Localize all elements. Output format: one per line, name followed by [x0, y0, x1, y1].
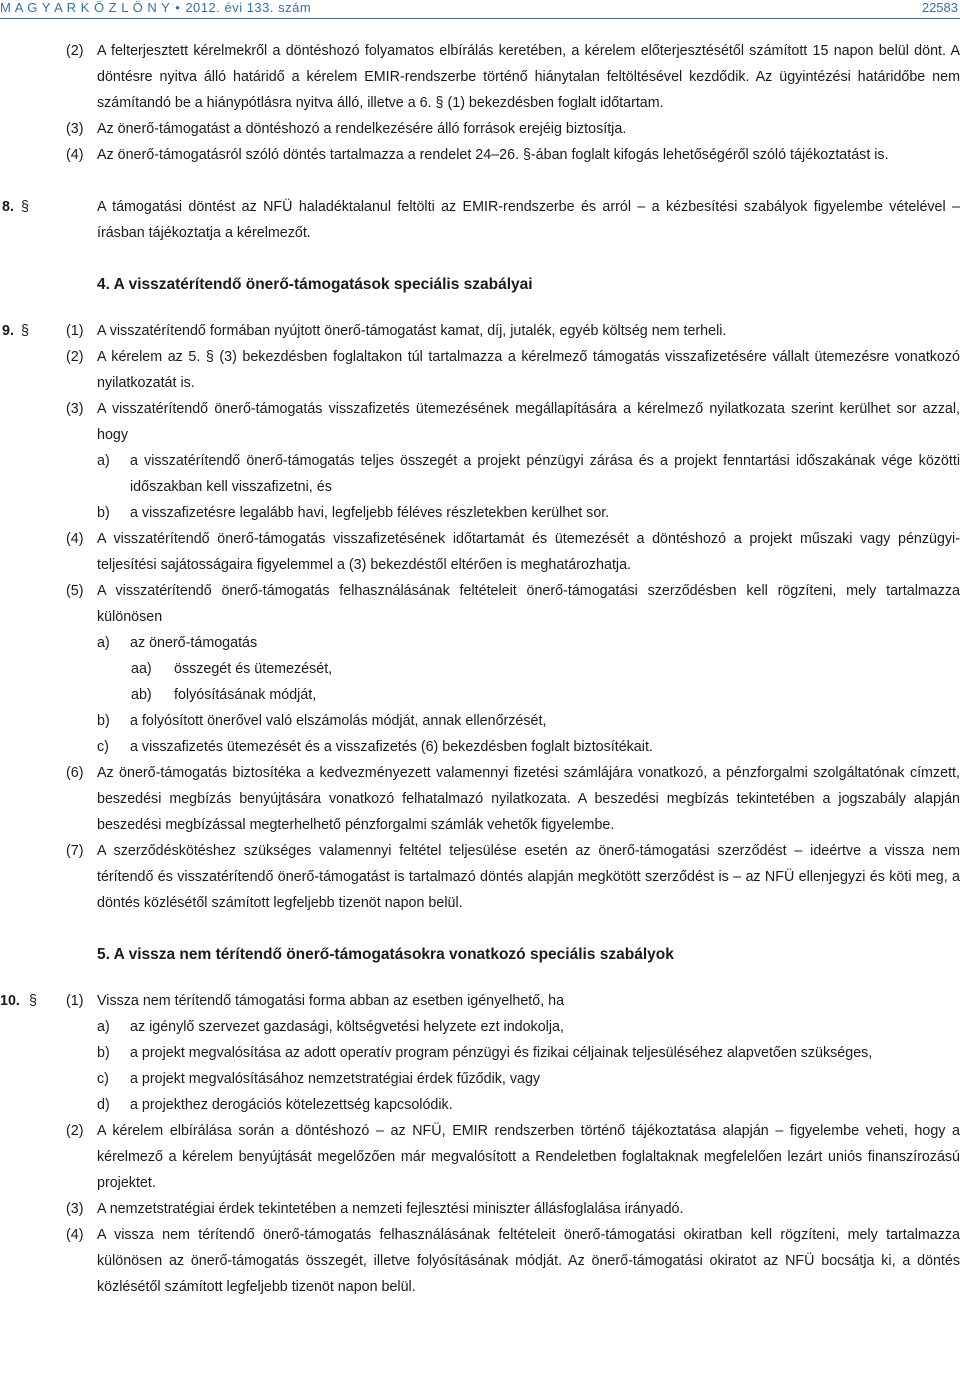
subpoint-text: összegét és ütemezését, [174, 661, 333, 677]
paragraph-text: Az önerő-támogatásról szóló döntés tartalmazza a rendelet 24–26. §-ában foglalt kifogás lehetőségéről szóló tájékoztatást is. [97, 147, 889, 163]
paragraph-10-3 [0, 1196, 960, 1222]
journal-title: M A G Y A R K Ö Z L Ö N Y [0, 0, 171, 15]
spacer [0, 298, 960, 318]
paragraph-text: A felterjesztett kérelmekről a döntéshozó folyamatos elbírálás keretében, a kérelem előterjesztésétől számított 15 napon belül dönt. A döntésre nyitva álló határidő a kérelem EMIR-rendszerbe történő hiánytalan feltöltésével kezdődik. Az ügyintézési határidőbe nem számítandó be a hiánypótlásra nyitva álló, illetve a 6. § (1) bekezdésben foglalt időtartam. [97, 43, 960, 111]
document-body [0, 38, 960, 1300]
subsection-number: (6) [66, 765, 84, 781]
spacer [0, 968, 960, 988]
paragraph-9-2 [0, 344, 960, 396]
paragraph-10-4 [0, 1222, 960, 1300]
point-9-5-c [0, 734, 960, 760]
section-number: 8. [2, 199, 14, 215]
paragraph-text: A visszatérítendő önerő-támogatás felhasználásának feltételeit önerő-támogatási szerződésben kell rögzíteni, mely tartalmazza különösen [97, 583, 960, 625]
subsection-number: (3) [66, 1201, 84, 1217]
point-label: a) [97, 453, 110, 469]
subsection-number: (2) [66, 43, 84, 59]
chapter-heading-5: 5. A vissza nem térítendő önerő-támogatásokra vonatkozó speciális szabályok [97, 946, 674, 963]
paragraph-text: Az önerő-támogatást a döntéshozó a rendelkezésére álló források erejéig biztosítja. [97, 121, 627, 137]
point-9-3-a [0, 448, 960, 500]
issue-number: 2012. évi 133. szám [185, 0, 312, 15]
point-9-5-b [0, 708, 960, 734]
subpoint-text: folyósításának módját, [174, 687, 317, 703]
paragraph-text: Az önerő-támogatás biztosítéka a kedvezményezett valamennyi fizetési számlájára vonatkozó, a pénzforgalmi szolgáltatónak címzett, beszedési megbízás benyújtására vonatkozó felhatalmazó nyilatkozata. A beszedési megbízás tekintetében a jogszabály alapján beszedési megbízással megterhelhető pénzforgalmi számlák vehetők figyelembe. [97, 765, 960, 833]
point-text: a folyósított önerővel való elszámolás módját, annak ellenőrzését, [130, 713, 547, 729]
point-text: a visszafizetés ütemezését és a visszafizetés (6) bekezdésben foglalt biztosítékait. [130, 739, 653, 755]
point-10-1-b [0, 1040, 960, 1066]
spacer [0, 168, 960, 194]
subpoint-label: ab) [131, 687, 152, 703]
paragraph-9-4 [0, 526, 960, 578]
paragraph-9-3 [0, 396, 960, 448]
paragraph-7-2 [0, 38, 960, 116]
point-9-3-b [0, 500, 960, 526]
running-head [0, 0, 311, 15]
paragraph-text: Vissza nem térítendő támogatási forma abban az esetben igényelhető, ha [97, 993, 565, 1009]
point-text: a projekt megvalósításához nemzetstratégiai érdek fűződik, vagy [130, 1071, 541, 1087]
point-text: az igénylő szervezet gazdasági, költségvetési helyzete ezt indokolja, [130, 1019, 564, 1035]
point-label: a) [97, 1019, 110, 1035]
subpoint-label: aa) [131, 661, 152, 677]
paragraph-text: A kérelem elbírálása során a döntéshozó – az NFÜ, EMIR rendszerben történő tájékoztatása alapján – figyelembe veheti, hogy a kérelmező a kérelem benyújtását megelőzően már megvalósított a Rendeletben foglaltaknak megfelelően lezárt uniós finanszírozású projektet. [97, 1123, 960, 1191]
subsection-number: (4) [66, 531, 84, 547]
paragraph-9-7 [0, 838, 960, 916]
paragraph-text: A támogatási döntést az NFÜ haladéktalanul feltölti az EMIR-rendszerbe és arról – a kézbesítési szabályok figyelembe vételével – írásban tájékoztatja a kérelmezőt. [97, 199, 960, 241]
point-text: a visszatérítendő önerő-támogatás teljes összegét a projekt pénzügyi zárása és a projekt fenntartási időszakának vége közötti időszakban kell visszafizetni, és [130, 453, 960, 495]
paragraph-text: A kérelem az 5. § (3) bekezdésben foglaltakon túl tartalmazza a kérelmező támogatás visszafizetésére vállalt ütemezésre vonatkozó nyilatkozatát is. [97, 349, 960, 391]
point-10-1-d [0, 1092, 960, 1118]
page-header [0, 0, 960, 18]
subsection-number: (7) [66, 843, 84, 859]
point-label: c) [97, 1071, 109, 1087]
point-label: b) [97, 505, 110, 521]
section-sign: § [21, 199, 29, 215]
section-sign: § [29, 993, 37, 1009]
page-number: 22583 [921, 0, 958, 15]
point-10-1-c [0, 1066, 960, 1092]
paragraph-10-2 [0, 1118, 960, 1196]
point-label: d) [97, 1097, 110, 1113]
subsection-number: (5) [66, 583, 84, 599]
subsection-number: (2) [66, 1123, 84, 1139]
subpoint-9-5-ab [0, 682, 960, 708]
point-text: a visszafizetésre legalább havi, legfeljebb féléves részletekben kerülhet sor. [130, 505, 610, 521]
spacer [0, 246, 960, 272]
paragraph-text: A visszatérítendő önerő-támogatás visszafizetés ütemezésének megállapítására a kérelmező nyilatkozata szerint kerülhet sor azzal, hogy [97, 401, 960, 443]
section-8 [0, 194, 960, 246]
spacer [0, 916, 960, 942]
point-9-5-a [0, 630, 960, 656]
chapter-heading-4: 4. A visszatérítendő önerő-támogatások speciális szabályai [97, 276, 533, 293]
subpoint-9-5-aa [0, 656, 960, 682]
subsection-number: (4) [66, 1227, 84, 1243]
section-9-1 [0, 318, 960, 344]
point-label: a) [97, 635, 110, 651]
subsection-number: (3) [66, 121, 84, 137]
point-10-1-a [0, 1014, 960, 1040]
section-number: 10. [0, 993, 20, 1009]
paragraph-text: A nemzetstratégiai érdek tekintetében a nemzeti fejlesztési miniszter állásfoglalása irányadó. [97, 1201, 684, 1217]
subsection-number: (3) [66, 401, 84, 417]
paragraph-9-5 [0, 578, 960, 630]
point-text: a projekthez derogációs kötelezettség kapcsolódik. [130, 1097, 453, 1113]
point-label: c) [97, 739, 109, 755]
subsection-number: (1) [66, 993, 84, 1009]
section-number: 9. [2, 323, 14, 339]
paragraph-7-4 [0, 142, 960, 168]
subsection-number: (4) [66, 147, 84, 163]
section-sign: § [21, 323, 29, 339]
bullet-separator: • [175, 0, 181, 15]
point-label: b) [97, 1045, 110, 1061]
subsection-number: (2) [66, 349, 84, 365]
paragraph-7-3 [0, 116, 960, 142]
point-text: az önerő-támogatás [130, 635, 258, 651]
paragraph-text: A visszatérítendő önerő-támogatás visszafizetésének időtartamát és ütemezését a döntéshozó a projekt műszaki vagy pénzügyi-teljesítési sajátosságaira figyelemmel a (3) bekezdéstől eltérően is meghatározhatja. [97, 531, 960, 573]
paragraph-text: A szerződéskötéshez szükséges valamennyi feltétel teljesülése esetén az önerő-támogatási szerződést – ideértve a vissza nem térítendő és visszatérítendő önerő-támogatást is tartalmazó döntés alapján megkötött szerződést is – az NFÜ ellenjegyzi és köti meg, a döntés közlésétől számított legfeljebb tizenöt napon belül. [97, 843, 960, 911]
subsection-number: (1) [66, 323, 84, 339]
paragraph-9-6 [0, 760, 960, 838]
paragraph-text: A vissza nem térítendő önerő-támogatás felhasználásának feltételeit önerő-támogatási okiratban kell rögzíteni, mely tartalmazza különösen az önerő-támogatás összegét, illetve folyósításának módját. Az önerő-támogatási okiratot az NFÜ bocsátja ki, a döntés közlésétől számított legfeljebb tizenöt napon belül. [97, 1227, 960, 1295]
paragraph-text: A visszatérítendő formában nyújtott önerő-támogatást kamat, díj, jutalék, egyéb költség nem terheli. [97, 323, 727, 339]
header-rule [0, 18, 960, 19]
point-text: a projekt megvalósítása az adott operatív program pénzügyi és fizikai céljainak teljesüléséhez alapvetően szükséges, [130, 1045, 873, 1061]
point-label: b) [97, 713, 110, 729]
section-10-1 [0, 988, 960, 1014]
